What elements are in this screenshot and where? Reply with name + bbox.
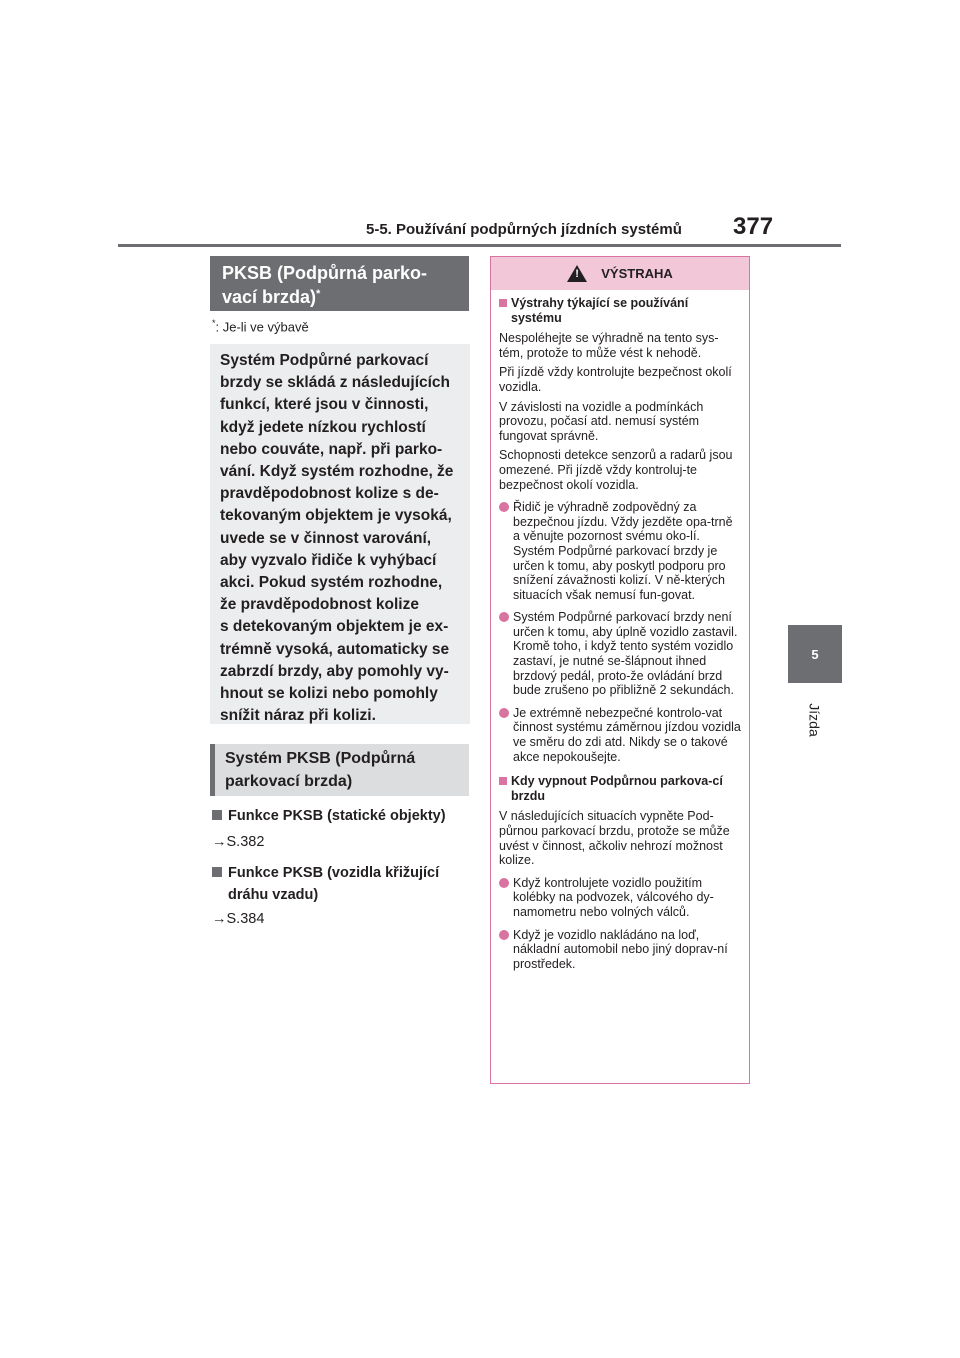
function-item-static: [212, 805, 446, 827]
summary-line: tekovaným objektem je vysoká,: [220, 507, 452, 525]
warning-bullet-text: Je extrémně nebezpečné kontrolo-vat činnost systému záměrnou jízdou vozidla ve směru do zdi atd. Nikdy se o takové akce nepokoušejte.: [513, 705, 741, 764]
warning-bullet-text: Řidič je výhradně zodpovědný za bezpečnou jízdu. Vždy jezděte opa-trně a věnujte pozornost svému oko-lí. Systém Podpůrné parkovací brzdy je určen k tomu, aby poskytl podporu pro snížení závažnosti kolizí. V ně-kterých situacích však nemusí fun-govat.: [513, 500, 733, 602]
warning-bullet: [499, 610, 742, 698]
function-item-line-2: dráhu vzadu): [228, 887, 319, 903]
circle-bullet-icon: [499, 930, 509, 940]
summary-line: Systém Podpůrné parkovací: [220, 352, 429, 369]
section-title-line-2: [222, 285, 457, 309]
warning-heading: [499, 774, 742, 803]
summary-line: nebo couváte, např. při parko-: [220, 440, 443, 458]
circle-bullet-icon: [499, 502, 509, 512]
running-header-title: 5-5. Používání podpůrných jízdních systémů: [366, 221, 682, 238]
warning-body: [491, 290, 749, 971]
summary-line: pravděpodobnost kolize s de-: [220, 485, 439, 503]
chapter-tab: 5: [788, 625, 842, 683]
warning-paragraph: Schopnosti detekce senzorů a radarů jsou omezené. Při jízdě vždy kontroluj-te bezpečnost okolí vozidla.: [499, 448, 733, 492]
page-reference[interactable]: →S.382: [212, 834, 265, 850]
summary-line: akci. Pokud systém rozhodne,: [220, 574, 443, 592]
warning-bullet: [499, 928, 742, 972]
summary-line: aby vyzvalo řidiče k vyhýbací: [220, 551, 437, 569]
summary-line: trémně vysoká, automaticky se: [220, 640, 450, 658]
summary-line: zabrzdí brzdy, aby pomohly vy-: [220, 662, 449, 680]
warning-bullet: [499, 876, 742, 920]
warning-paragraph: Při jízdě vždy kontrolujte bezpečnost okolí vozidla.: [499, 365, 732, 394]
subsection-title-line-2: parkovací brzda): [225, 773, 353, 790]
square-bullet-icon: [499, 299, 507, 307]
summary-line: funkcí, které jsou v činnosti,: [220, 396, 429, 414]
page-reference[interactable]: →S.384: [212, 911, 265, 927]
summary-line: uvede se v činnost varování,: [220, 529, 432, 547]
warning-header: [491, 257, 749, 290]
circle-bullet-icon: [499, 708, 509, 718]
footnote: [212, 318, 309, 334]
warning-bullet-text: Systém Podpůrné parkovací brzdy není určen k tomu, aby úplně vozidlo zastavil. Kromě toho, i když tento systém vozidlo zastaví, je nutné se-šlápnout ihned brzdový pedál, proto-že ovládání brzd bude zrušeno po přibližně 2 sekundách.: [513, 610, 738, 698]
function-item-label: Funkce PKSB (vozidla křižující: [228, 865, 440, 881]
section-title-mark: *: [316, 288, 321, 300]
page-number: 377: [733, 213, 774, 240]
warning-heading-text: Kdy vypnout Podpůrnou parkova-cí brzdu: [511, 774, 723, 803]
subsection-title-line-1: Systém PKSB (Podpůrná: [225, 750, 416, 767]
warning-bullet: [499, 706, 742, 764]
summary-line: snížit náraz při kolizi.: [220, 707, 376, 725]
warning-bullet-text: Když je vozidlo nakládáno na loď, nákladní automobil nebo jiný doprav-ní prostředek.: [513, 927, 728, 971]
warning-triangle-icon: [567, 265, 587, 282]
header-rule: [118, 244, 841, 247]
warning-paragraph: V následujících situacích vypněte Pod-půrnou parkovací brzdu, protože se může uvést v činnost, ačkoliv nehrozí možnost kolize.: [499, 809, 730, 868]
warning-triangle-glyph: !: [575, 268, 579, 280]
summary-line: vání. Když systém rozhodne, že: [220, 463, 454, 481]
warning-box: [490, 256, 750, 1084]
warning-title: VÝSTRAHA: [601, 266, 673, 281]
section-title: [210, 256, 469, 311]
square-bullet-icon: [212, 867, 222, 877]
function-item-crossing: [212, 862, 439, 906]
summary-box: [210, 344, 470, 724]
warning-paragraph: Nespoléhejte se výhradně na tento sys-tém, protože to může vést k nehodě.: [499, 331, 719, 360]
summary-line: že pravděpodobnost kolize: [220, 596, 419, 614]
function-item-line-1: [212, 862, 439, 884]
summary-line: když jedete nízkou rychlostí: [220, 418, 426, 436]
footnote-text: : Je-li ve výbavě: [215, 319, 309, 335]
summary-line: s detekovaným objektem je ex-: [220, 618, 449, 636]
footnote-mark: *: [212, 318, 216, 328]
warning-bullet-text: Když kontrolujete vozidlo použitím kolébky na podvozek, válcového dy-namometru nebo volných válců.: [513, 875, 714, 919]
section-title-line-2-text: vací brzda): [222, 287, 317, 307]
chapter-label: [788, 690, 842, 750]
subsection-title: [210, 744, 469, 796]
warning-heading: [499, 296, 742, 325]
circle-bullet-icon: [499, 878, 509, 888]
warning-bullet: [499, 500, 742, 602]
warning-heading-text: Výstrahy týkající se používání systému: [511, 296, 689, 325]
summary-line: brzdy se skládá z následujících: [220, 374, 451, 392]
chapter-label-text: Jízda: [807, 703, 823, 737]
square-bullet-icon: [499, 777, 507, 785]
summary-line: hnout se kolizi nebo pomohly: [220, 685, 438, 703]
warning-paragraph: V závislosti na vozidle a podmínkách provozu, počasí atd. nemusí systém fungovat správně.: [499, 399, 704, 443]
circle-bullet-icon: [499, 612, 509, 622]
section-title-line-1: PKSB (Podpůrná parko-: [222, 263, 428, 283]
function-item-label: Funkce PKSB (statické objekty): [228, 808, 446, 824]
square-bullet-icon: [212, 810, 222, 820]
